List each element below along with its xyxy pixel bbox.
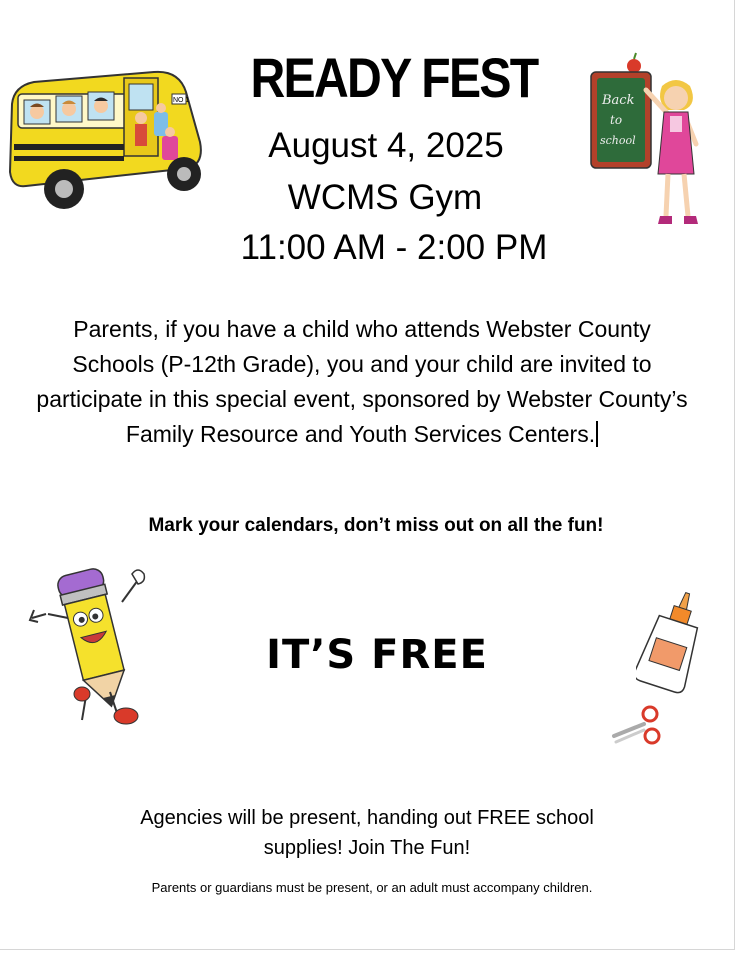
glue-bottle-icon (636, 590, 716, 694)
chalkboard-word-school: school (600, 134, 636, 147)
chalkboard-word-to: to (610, 113, 623, 127)
event-location: WCMS Gym (287, 178, 483, 217)
event-date: August 4, 2025 (268, 126, 504, 165)
event-time: 11:00 AM - 2:00 PM (240, 228, 548, 267)
bus-number: NO 1 (173, 97, 190, 104)
free-banner: IT’S FREE (266, 632, 488, 678)
event-title: READY FEST (250, 46, 538, 109)
agencies-note: Agencies will be present, handing out FREE school supplies! Join The Fun! (140, 807, 594, 859)
invitation-text: Parents, if you have a child who attends Webster County Schools (P-12th Grade), you and your child are invited to participate in this special event, sponsored by Webster County’s Family Resource and Youth Services Centers. (36, 316, 688, 447)
calendar-note: Mark your calendars, don’t miss out on all the fun! (148, 515, 604, 536)
scissors-icon (610, 702, 664, 750)
invitation-paragraph (30, 312, 694, 452)
chalkboard-word-back: Back (602, 93, 635, 108)
supervision-note: Parents or guardians must be present, or an adult must accompany children. (151, 880, 593, 895)
text-cursor (596, 421, 598, 447)
